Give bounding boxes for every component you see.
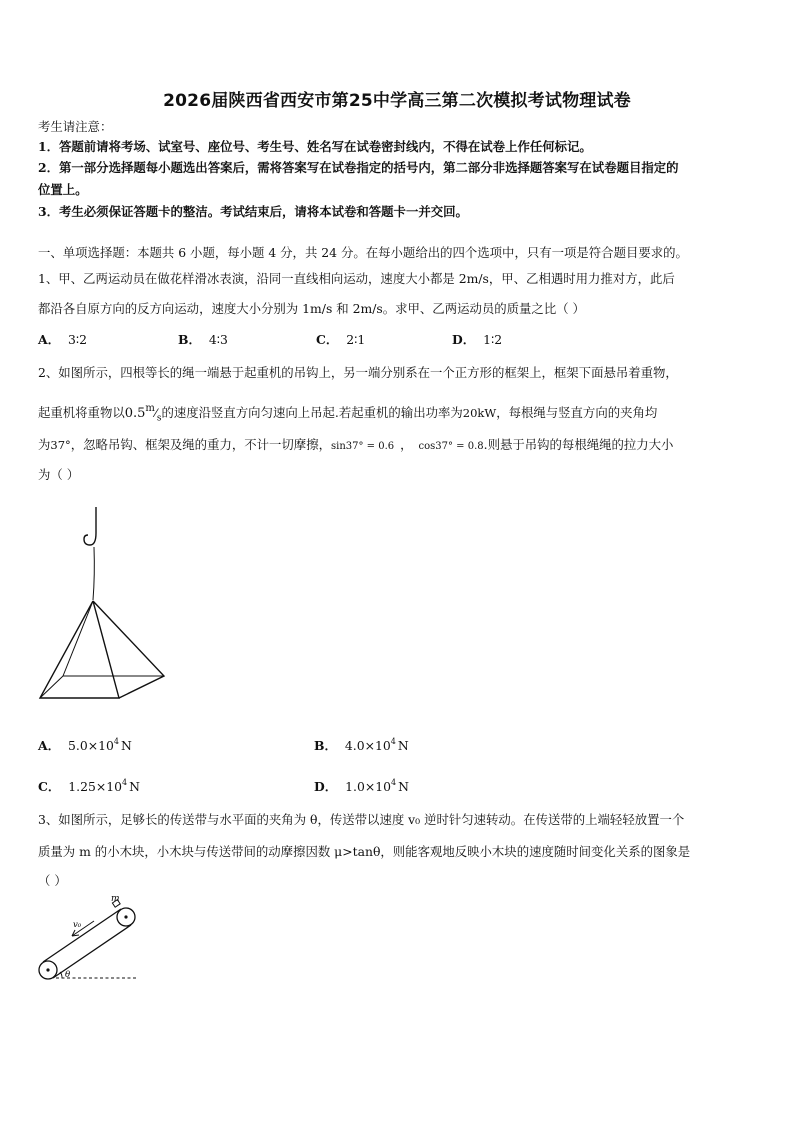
notice-item-2-cont: 位置上。 [38,182,88,197]
option-label: A． [38,738,61,753]
option-label: B． [178,332,201,347]
option-exponent: 4 [390,737,396,746]
crane-frame-figure [36,505,176,705]
q2-sep: ， [400,437,413,452]
option-unit: N [129,779,140,794]
option-text: 3∶2 [68,332,88,347]
unit-numerator: m [145,403,155,414]
frame-side-face [93,601,164,698]
q2-text: .则悬于吊钩的每根绳绳的拉力大小 [483,437,674,452]
unit-denominator: s [156,413,162,424]
frame-back-edge [63,601,93,676]
upper-pulley-axle [124,915,127,918]
angle-arc [60,972,62,978]
q2-option-c[interactable] [38,774,140,796]
option-label: D． [452,332,476,347]
option-label: A． [38,332,61,347]
sin-value: sin37° = 0.6 [330,441,395,452]
angle-label: θ [65,970,71,980]
option-unit: N [397,738,409,753]
velocity-label: v₀ [73,920,82,930]
conveyor-belt-figure [32,893,142,988]
q3-text-line-3: （ ） [38,873,67,888]
q2-option-a[interactable] [38,733,132,755]
q1-option-a[interactable] [38,331,87,349]
q2-text: ，忽略吊钩、框架及绳的重力，不计一切摩擦， [70,437,331,452]
option-mantissa: 5.0×10 [68,738,114,753]
option-label: C． [316,332,339,347]
q2-text: 起重机将重物以 [38,405,125,420]
option-mantissa: 1.25×10 [68,779,123,794]
q1-option-d[interactable] [452,331,502,349]
power-value: 20kW [462,406,497,420]
lower-pulley-axle [46,968,49,971]
speed-number: 0.5 [124,406,146,421]
hook-curve [84,533,96,545]
q2-text: ，每根绳与竖直方向的夹角均 [496,405,658,420]
q2-text-line-4: 为（ ） [38,467,80,482]
option-text: 2∶1 [346,332,366,347]
option-label: C． [38,779,61,794]
frame-back-base [40,676,164,698]
belt-top-run [43,909,121,962]
q2-text: 为 [38,437,51,452]
q2-text-line-3 [38,436,758,456]
notice-item-2: 2．第一部分选择题每小题选出答案后，需将答案写在试卷指定的括号内，第二部分非选择题答案写在试卷题目指定的 [38,160,679,175]
notice-item-3: 3．考生必须保证答题卡的整洁。考试结束后，请将本试卷和答题卡一并交回。 [38,204,468,219]
q2-text: 的速度沿竖直方向匀速向上吊起.若起重机的输出功率为 [161,405,463,420]
angle-value: 37° [50,438,71,452]
speed-value: $0.5^m⁄_s$ [124,403,162,424]
option-label: D． [314,779,338,794]
option-exponent: 4 [122,778,128,787]
option-exponent: 4 [391,778,397,787]
notice-item-1: 1．答题前请将考场、试室号、座位号、考生号、姓名写在试卷密封线内，不得在试卷上作任何标记。 [38,139,592,154]
q2-option-b[interactable] [314,733,409,755]
option-text: 1∶2 [483,332,503,347]
q2-option-d[interactable] [314,774,409,796]
option-unit: N [398,779,409,794]
q2-text-line-1: 2、如图所示，四根等长的绳一端悬于起重机的吊钩上，另一端分别系在一个正方形的框架上，框架下面悬吊着重物， [38,365,678,380]
q3-text-line-2: 质量为 m 的小木块，小木块与传送带间的动摩擦因数 μ>tanθ，则能客观地反映小木块的速度随时间变化关系的图象是 [38,844,691,859]
q3-text-line-1: 3、如图所示，足够长的传送带与水平面的夹角为 θ，传送带以速度 v₀ 逆时针匀速转动。在传送带的上端轻轻放置一个 [38,812,685,827]
hanging-rope [93,547,94,600]
option-mantissa: 1.0×10 [345,779,391,794]
q1-text-line-2: 都沿各自原方向的反方向运动，速度大小分别为 1m/s 和 2m/s。求甲、乙两运动员的质量之比（ ） [38,301,585,316]
notice-heading: 考生请注意： [38,119,113,134]
q1-text-line-1: 1、甲、乙两运动员在做花样滑冰表演，沿同一直线相向运动，速度大小都是 2m/s，甲、乙相遇时用力推对方，此后 [38,271,675,286]
q1-option-b[interactable] [178,331,228,349]
option-mantissa: 4.0×10 [344,738,391,753]
mass-label: m [111,894,120,904]
option-exponent: 4 [113,737,119,746]
q1-option-c[interactable] [316,331,365,349]
page-title: 2026届陕西省西安市第25中学高三第二次模拟考试物理试卷 [163,91,631,111]
option-unit: N [120,738,132,753]
option-text: 4∶3 [208,332,228,347]
option-label: B． [314,738,337,753]
q2-text-line-2 [38,400,758,427]
section-heading: 一、单项选择题：本题共 6 小题，每小题 4 分，共 24 分。在每小题给出的四个选项中，只有一项是符合题目要求的。 [38,245,688,260]
cos-value: cos37° = 0.8 [418,441,484,452]
